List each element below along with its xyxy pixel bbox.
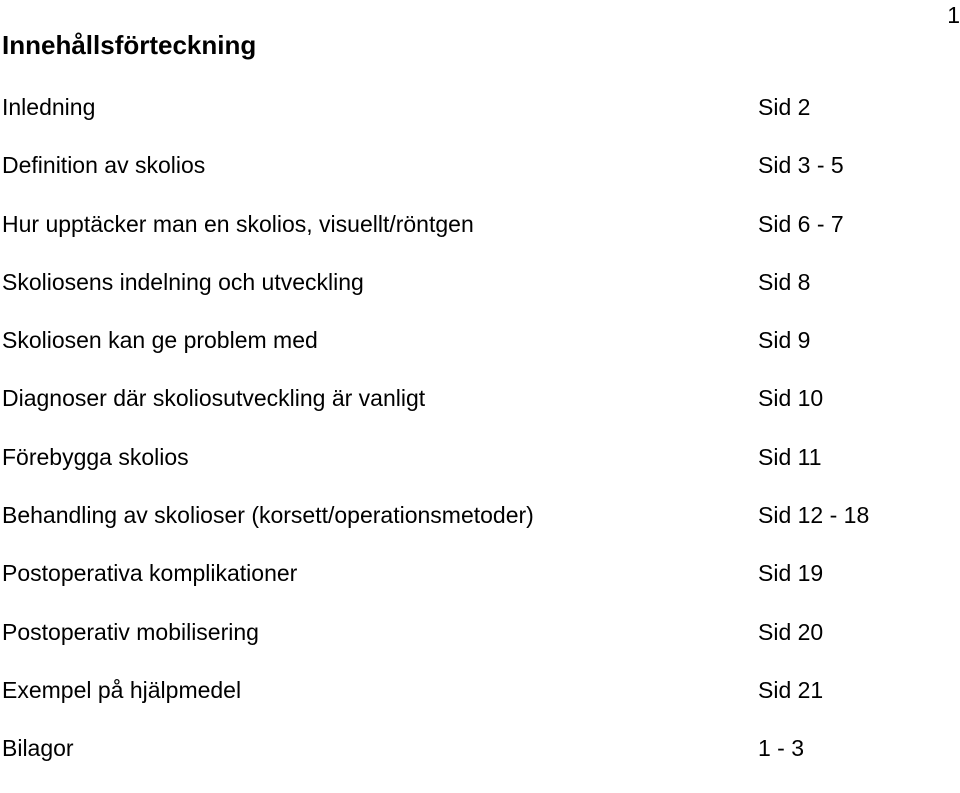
toc-entry-pages: Sid 6 - 7 — [758, 210, 844, 237]
toc-entry — [2, 151, 952, 209]
toc-entry-pages: Sid 20 — [758, 618, 824, 645]
toc-entry-title: Postoperativ mobilisering — [2, 618, 259, 645]
toc-entry — [2, 210, 952, 268]
toc-entry — [2, 443, 952, 501]
page-number: 1 — [947, 2, 960, 28]
toc-entry-pages: Sid 11 — [758, 443, 822, 470]
toc-entry — [2, 734, 952, 792]
toc-entry — [2, 93, 952, 151]
toc-entry — [2, 384, 952, 442]
toc-entry — [2, 676, 952, 734]
table-of-contents — [2, 93, 952, 793]
toc-entry-title: Behandling av skolioser (korsett/operationsmetoder) — [2, 502, 534, 529]
toc-entry-title: Bilagor — [2, 735, 74, 762]
toc-entry — [2, 559, 952, 617]
toc-entry-pages: Sid 19 — [758, 560, 824, 587]
toc-entry-pages: Sid 8 — [758, 268, 811, 295]
toc-entry — [2, 268, 952, 326]
toc-entry-pages: Sid 21 — [758, 676, 824, 703]
toc-entry-pages: 1 - 3 — [758, 735, 805, 762]
toc-entry-title: Inledning — [2, 94, 96, 120]
toc-entry — [2, 326, 952, 384]
toc-entry-title: Definition av skolios — [2, 152, 206, 179]
toc-entry-pages: Sid 10 — [758, 385, 824, 412]
toc-entry-title: Skoliosens indelning och utveckling — [2, 268, 364, 295]
toc-entry-title: Hur upptäcker man en skolios, visuellt/röntgen — [2, 210, 474, 237]
toc-entry-pages: Sid 12 - 18 — [758, 502, 870, 529]
toc-entry-title: Exempel på hjälpmedel — [2, 676, 242, 703]
toc-entry-title: Postoperativa komplikationer — [2, 560, 298, 587]
toc-entry — [2, 501, 952, 559]
page-title: Innehållsförteckning — [2, 30, 257, 60]
toc-entry-title: Skoliosen kan ge problem med — [2, 327, 318, 354]
toc-entry-pages: Sid 9 — [758, 327, 811, 354]
toc-entry-title: Förebygga skolios — [2, 443, 189, 470]
toc-entry-pages: Sid 2 — [758, 94, 811, 120]
toc-entry — [2, 618, 952, 676]
toc-entry-title: Diagnoser där skoliosutveckling är vanligt — [2, 385, 426, 412]
toc-entry-pages: Sid 3 - 5 — [758, 152, 844, 179]
